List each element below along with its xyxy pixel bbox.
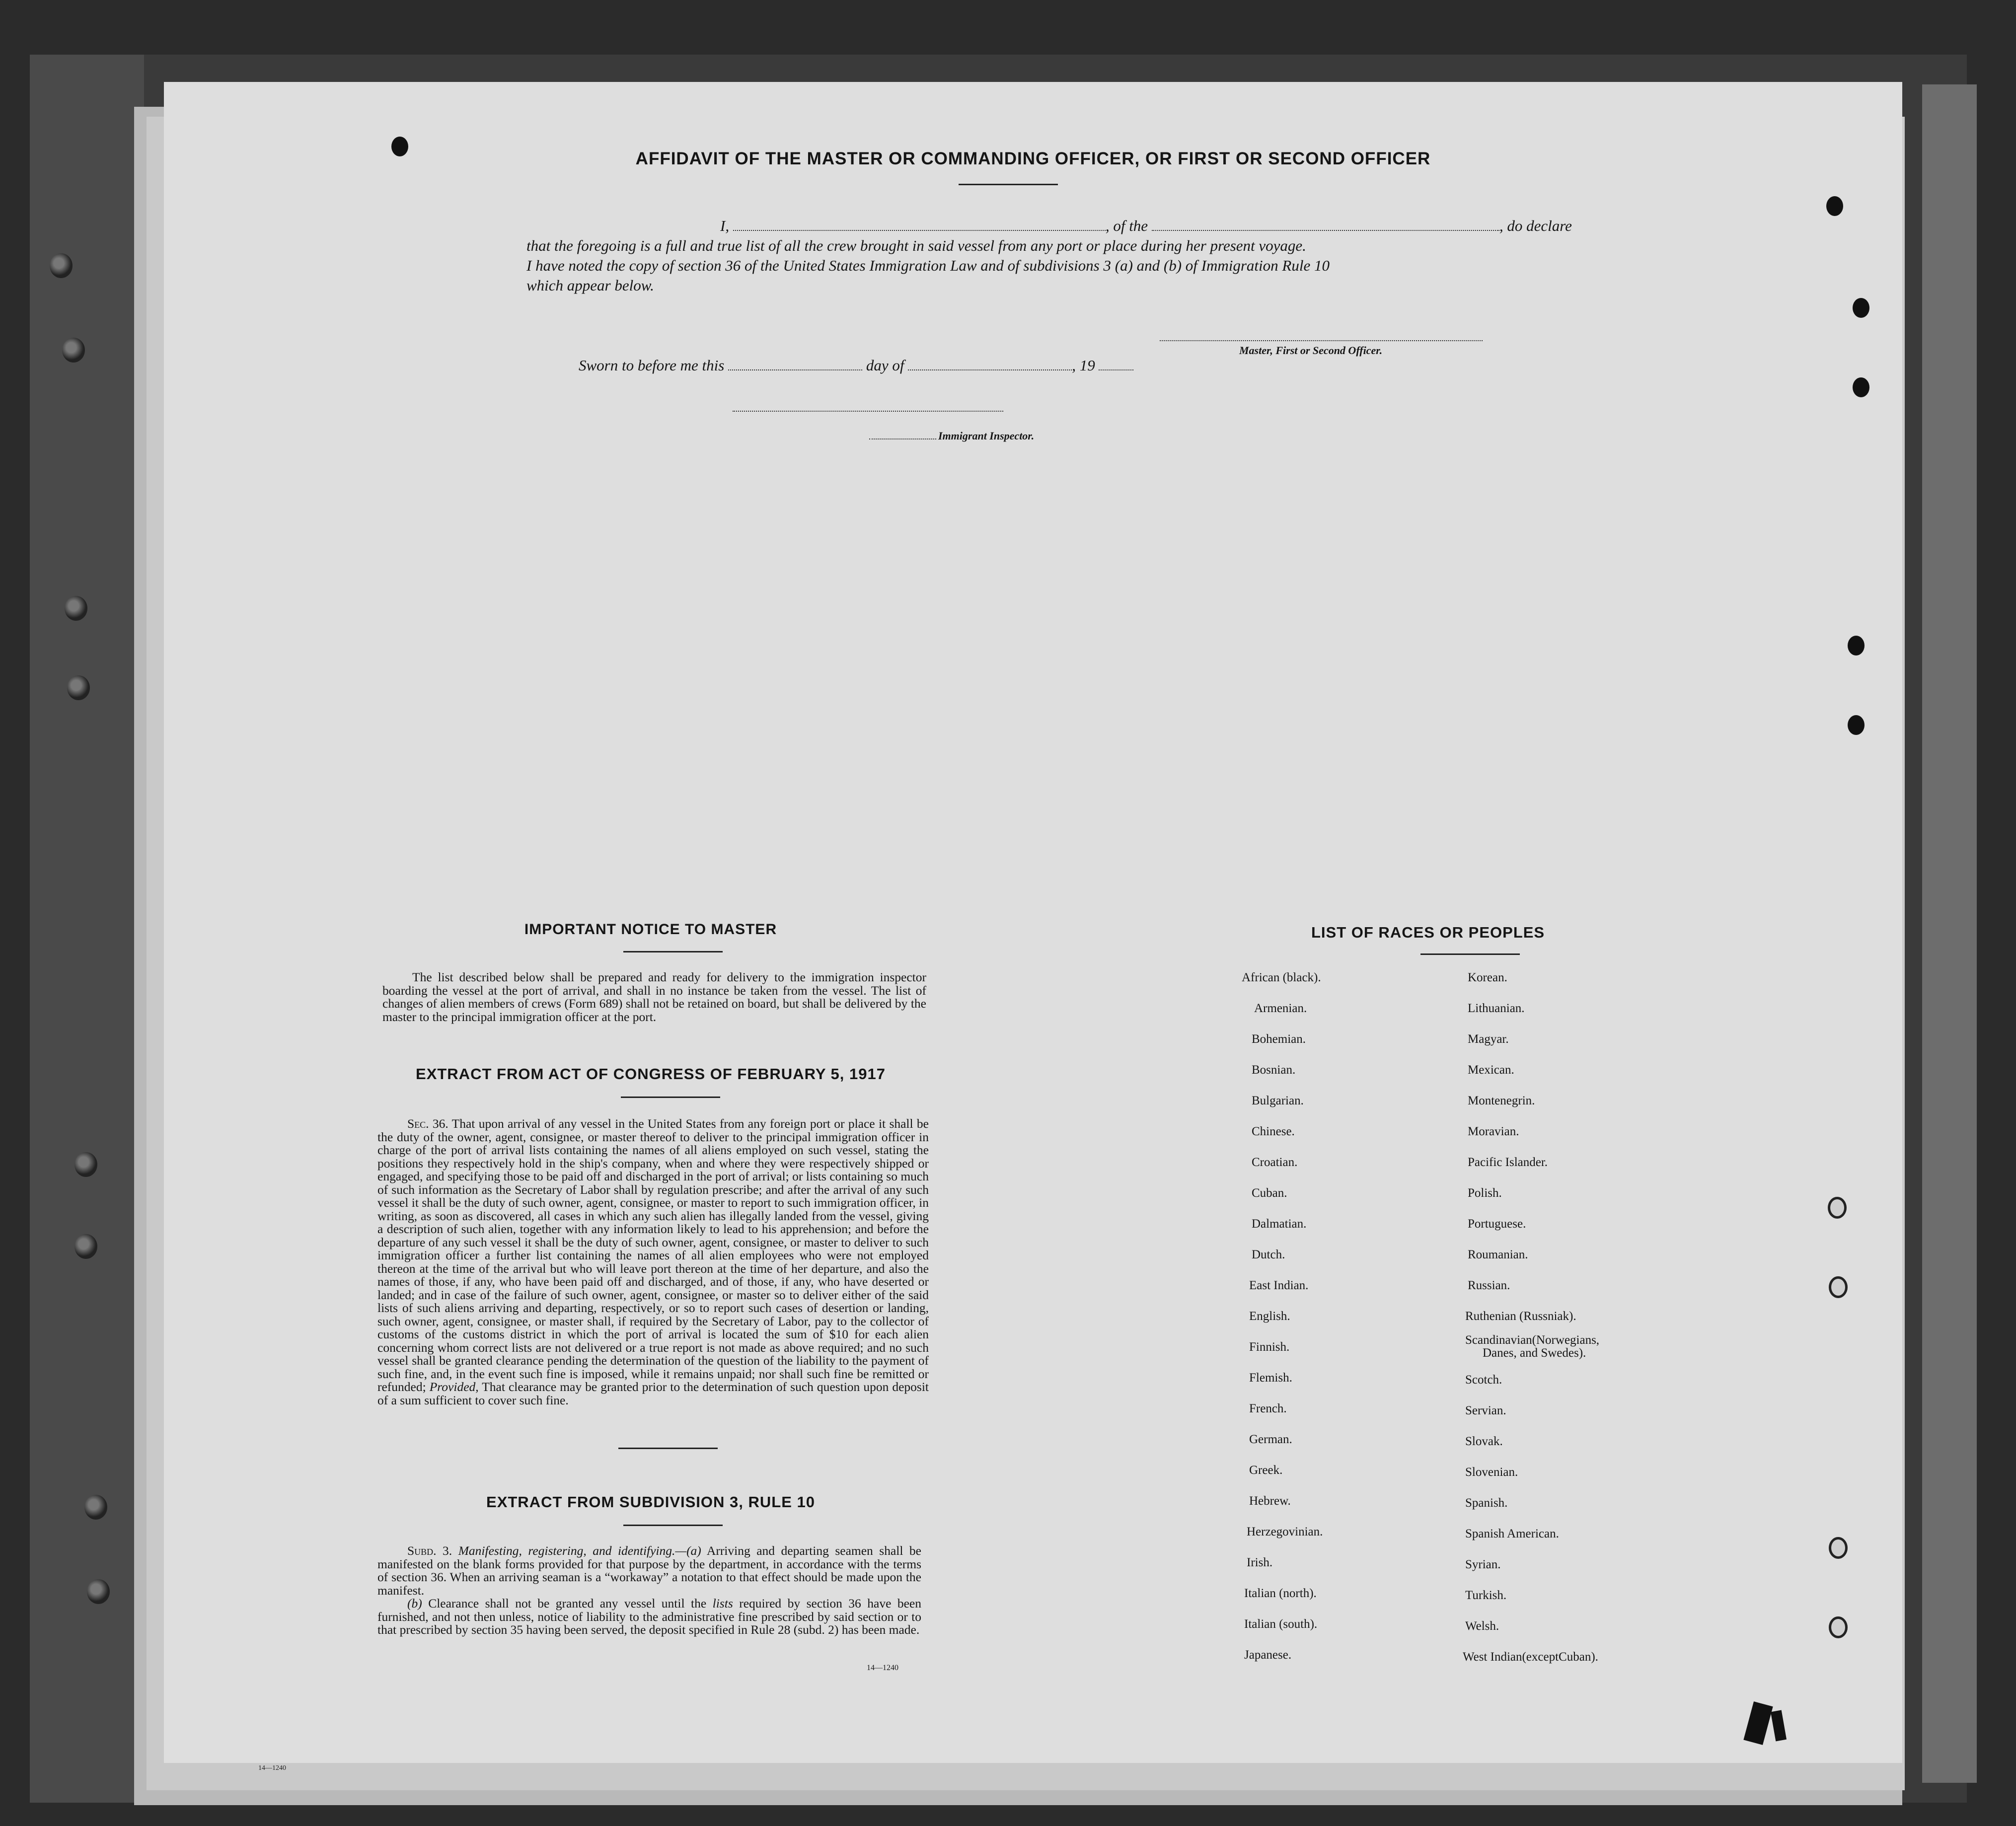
race-item: Korean.	[1468, 971, 1507, 984]
day-of-label: day of	[866, 357, 904, 374]
day-field	[728, 369, 862, 370]
notice-text	[382, 971, 926, 1023]
affidavit-line-3: which appear below.	[526, 277, 654, 294]
race-item: English.	[1249, 1310, 1290, 1323]
race-item: French.	[1249, 1402, 1287, 1415]
race-item: Bulgarian.	[1252, 1094, 1304, 1107]
affidavit-line-2: I have noted the copy of section 36 of the United States Immigration Law and of subdivisions 3 (a) and (b) of Immigration Rule 10	[526, 257, 1330, 274]
inspector-line	[869, 430, 1034, 442]
declaration-line	[720, 217, 1572, 235]
title-underline	[959, 184, 1058, 185]
race-item: East Indian.	[1249, 1279, 1309, 1292]
master-signature-line	[1160, 340, 1483, 341]
race-item: Mexican.	[1468, 1063, 1514, 1077]
notice-title: IMPORTANT NOTICE TO MASTER	[524, 921, 777, 938]
year-field	[1099, 369, 1133, 370]
race-item: Dalmatian.	[1252, 1217, 1307, 1231]
of-the-label: , of the	[1105, 217, 1148, 234]
rule-underline	[623, 1525, 723, 1526]
subd-heading: Manifesting, registering, and identifying.—(a)	[458, 1543, 701, 1558]
race-item: Lithuanian.	[1468, 1002, 1525, 1015]
punch-hole-icon	[1853, 298, 1869, 318]
binder-rivet-icon	[75, 1234, 97, 1259]
act-body-end: That clearance may be granted prior to the determination of such question upon deposit of a sum sufficient to cover such fine.	[377, 1380, 929, 1407]
race-item: Syrian.	[1465, 1558, 1501, 1571]
race-item: Servian.	[1465, 1404, 1506, 1417]
name-field	[733, 229, 1106, 231]
race-item: Bosnian.	[1252, 1063, 1296, 1077]
punch-hole-icon	[1829, 1616, 1848, 1638]
rule-text-b2: required by section 36 have been furnished, and not then unless, notice of liability to the administrative fine prescribed by said section or to that prescribed by section 35 having been served, the deposit specified in Rule 28 (subd. 2) has been made.	[377, 1596, 921, 1637]
rule-separator	[618, 1448, 718, 1449]
race-item: Armenian.	[1254, 1002, 1307, 1015]
race-item: Montenegrin.	[1468, 1094, 1535, 1107]
rule-paragraph-a	[377, 1544, 921, 1597]
binder-rivet-icon	[75, 1152, 97, 1177]
race-item: Scotch.	[1465, 1373, 1502, 1387]
race-item: Russian.	[1468, 1279, 1510, 1292]
race-item: German.	[1249, 1433, 1292, 1446]
binder-rivet-icon	[84, 1495, 107, 1520]
rule-text	[377, 1544, 921, 1637]
binder-rivet-icon	[67, 675, 90, 700]
race-item: Bohemian.	[1252, 1032, 1306, 1046]
vessel-field	[1152, 229, 1499, 231]
b-label: (b)	[407, 1596, 422, 1610]
affidavit-line-1: that the foregoing is a full and true list of all the crew brought in said vessel from any port or place during her present voyage.	[526, 237, 1306, 254]
race-item: Pacific Islander.	[1468, 1156, 1548, 1169]
race-item: Magyar.	[1468, 1032, 1509, 1046]
race-item: Cuban.	[1252, 1186, 1287, 1200]
race-item: Greek.	[1249, 1463, 1283, 1477]
binder-strip	[30, 55, 144, 1803]
ink-mark	[1771, 1710, 1787, 1742]
do-declare-label: , do declare	[1499, 217, 1572, 234]
race-item: Herzegovinian.	[1247, 1525, 1323, 1538]
punch-hole-icon	[1853, 377, 1869, 397]
sworn-line	[579, 357, 1133, 374]
provided-label: Provided,	[429, 1380, 479, 1394]
punch-hole-icon	[1826, 196, 1843, 216]
race-item: Moravian.	[1468, 1125, 1519, 1138]
subd-label: Subd. 3.	[407, 1543, 452, 1558]
race-item: Irish.	[1247, 1556, 1273, 1569]
act-text	[377, 1117, 929, 1407]
inspector-dots	[869, 438, 936, 439]
bottom-form-number: 14—1240	[258, 1764, 286, 1772]
lists-word: lists	[712, 1596, 733, 1610]
race-item: Italian (south).	[1244, 1617, 1318, 1631]
race-item: Croatian.	[1252, 1156, 1298, 1169]
binder-rivet-icon	[62, 338, 85, 363]
binder-rivet-icon	[50, 253, 73, 278]
race-item: Japanese.	[1244, 1648, 1292, 1662]
race-item: Turkish.	[1465, 1589, 1507, 1602]
rule-title: EXTRACT FROM SUBDIVISION 3, RULE 10	[486, 1493, 815, 1511]
race-item: Chinese.	[1252, 1125, 1295, 1138]
punch-hole-icon	[1829, 1276, 1848, 1298]
year-label: , 19	[1072, 357, 1095, 374]
notice-underline	[623, 951, 723, 952]
race-item: Welsh.	[1465, 1619, 1499, 1633]
race-item: Portuguese.	[1468, 1217, 1526, 1231]
act-body: That upon arrival of any vessel in the United States from any foreign port or place it shall be the duty of the owner, agent, consignee, or master thereof to deliver to the principal immigration officer in charge of the port of arrival lists containing the names of all aliens employed on such vessel, stating the positions they respectively hold in the ship's company, when and where they were respectively shipped or engaged, and specifying those to be paid off and discharged in the port of arrival; or lists containing so much of such information as the Secretary of Labor shall by regulation prescribe; and after the arrival of any such vessel it shall be the duty of such owner, agent, consignee, or master to report to such immigration officer, in writing, as soon as discovered, all cases in which any such alien has illegally landed from the vessel, giving a description of such alien, together with any information likely to lead to his apprehension; and before the departure of any such vessel it shall be the duty of such owner, agent, consignee, or master to deliver to such immigration officer a further list containing the names of all alien employees who were not employed thereon at the time of the arrival but who will leave port thereon at the time of her departure, and also the names of those, if any, who have been paid off and discharged, and of those, if any, who have deserted or landed; and in case of the failure of such owner, agent, consignee, or master so to deliver either of the said lists of such aliens arriving and departing, respectively, or so to report such cases of desertion or landing, such owner, agent, consignee, or master shall, if required by the Secretary of Labor, pay to the collector of customs of the customs district in which the port of arrival is located the sum of $10 for each alien concerning whom correct lists are not delivered or a true report is not made as above required; and no such vessel shall be granted clearance pending the determination of the question of the liability to the payment of such fine, and, in the event such fine is imposed, while it remains unpaid; nor shall such fine be remitted or refunded;	[377, 1116, 929, 1394]
race-item: Flemish.	[1249, 1371, 1292, 1385]
punch-hole-icon	[1829, 1537, 1848, 1559]
inspector-label: Immigrant Inspector.	[938, 430, 1035, 442]
race-item: West Indian(exceptCuban).	[1463, 1650, 1598, 1664]
act-title: EXTRACT FROM ACT OF CONGRESS OF FEBRUARY 5, 1917	[416, 1065, 886, 1083]
race-item: Italian (north).	[1244, 1587, 1317, 1600]
affidavit-title: AFFIDAVIT OF THE MASTER OR COMMANDING OFFICER, OR FIRST OR SECOND OFFICER	[635, 149, 1431, 168]
race-item: Scandinavian(Norwegians,	[1465, 1333, 1600, 1347]
sec-label: Sec. 36.	[407, 1116, 448, 1131]
punch-hole-icon	[1848, 636, 1865, 656]
rule-paragraph-b	[377, 1597, 921, 1637]
form-number: 14—1240	[867, 1664, 898, 1672]
month-field	[908, 369, 1072, 370]
act-paragraph	[377, 1117, 929, 1407]
race-item: Finnish.	[1249, 1340, 1290, 1354]
page-stack-edge	[1922, 84, 1977, 1783]
binder-rivet-icon	[87, 1579, 110, 1604]
race-item: Hebrew.	[1249, 1494, 1291, 1508]
master-signature-label: Master, First or Second Officer.	[1239, 344, 1383, 357]
notice-paragraph: The list described below shall be prepared and ready for delivery to the immigration inspector boarding the vessel at the port of arrival, and shall in no instance be taken from the vessel. The list of changes of alien members of crews (Form 689) shall not be retained on board, but shall be delivered by the master to the principal immigration officer at the port.	[382, 970, 926, 1024]
races-title: LIST OF RACES OR PEOPLES	[1311, 924, 1545, 941]
punch-hole-icon	[1828, 1197, 1847, 1219]
ink-mark	[1743, 1701, 1773, 1745]
race-item: Roumanian.	[1468, 1248, 1528, 1261]
race-item: Danes, and Swedes).	[1483, 1346, 1586, 1360]
sworn-label: Sworn to before me this	[579, 357, 725, 374]
punch-hole-icon	[1848, 715, 1865, 735]
race-item: Spanish American.	[1465, 1527, 1559, 1540]
race-item: Spanish.	[1465, 1496, 1508, 1510]
binder-rivet-icon	[65, 596, 87, 621]
i-label: I,	[720, 217, 730, 234]
race-item: Ruthenian (Russniak).	[1465, 1310, 1576, 1323]
races-underline	[1420, 953, 1520, 955]
act-underline	[621, 1096, 720, 1098]
race-item: Slovak.	[1465, 1435, 1503, 1448]
document-page	[164, 82, 1902, 1763]
rule-text-a: Arriving and departing seamen shall be manifested on the blank forms provided for that purpose by the department, in accordance with the terms of section 36. When an arriving seaman is a “workaway” a notation to that effect should be made upon the manifest.	[377, 1543, 922, 1598]
race-item: Slovenian.	[1465, 1465, 1518, 1479]
race-item: Polish.	[1468, 1186, 1502, 1200]
rule-text-b1: Clearance shall not be granted any vessel until the	[428, 1596, 707, 1610]
inspector-signature-line	[733, 411, 1003, 412]
race-item: African (black).	[1242, 971, 1321, 984]
race-item: Dutch.	[1252, 1248, 1285, 1261]
